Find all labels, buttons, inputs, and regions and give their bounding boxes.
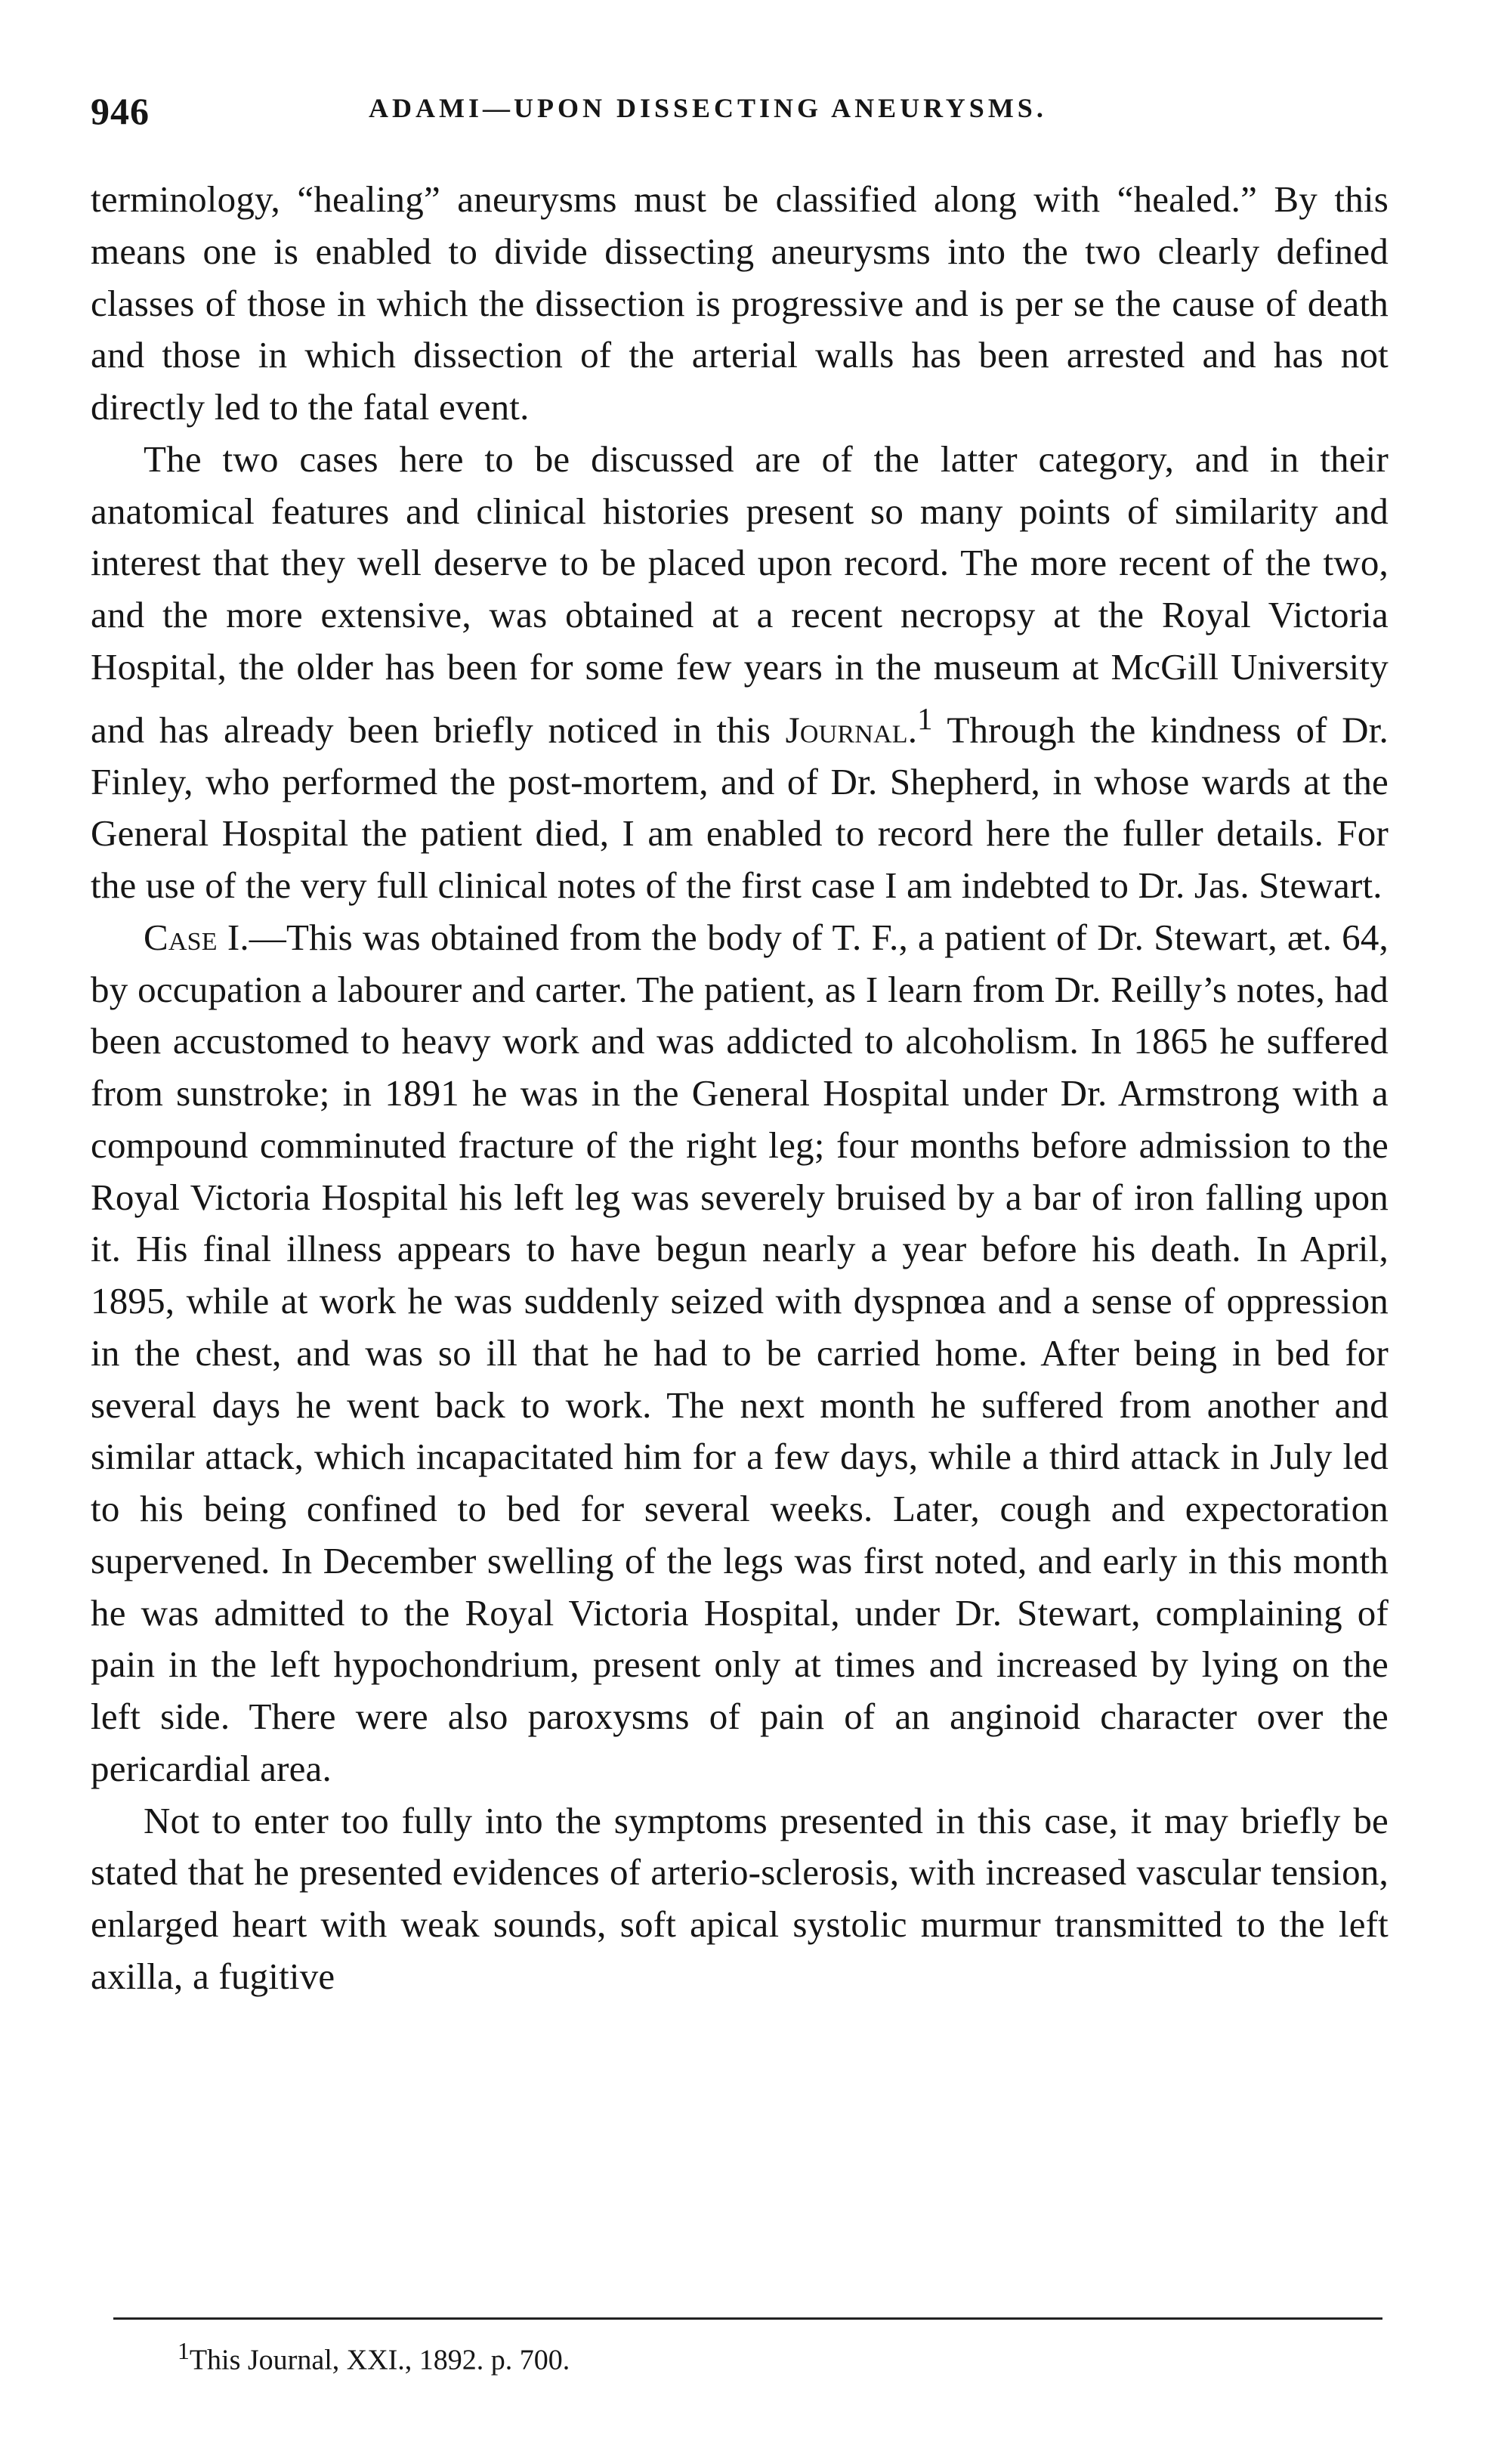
footnote-text: This Journal, XXI., 1892. p. 700. [189, 2344, 570, 2376]
body-text [91, 174, 1389, 2003]
paragraph-2-text-b: Through the kindness of Dr. Finley, who performed the post-mortem, and of Dr. Shepherd, in whose wards at the General Hospital the patient died, I am enabled to record here the fuller details. For the use of the very full clinical notes of the first case I am indebted to Dr. Jas. Stewart. [91, 708, 1389, 907]
paragraph-case-one [91, 912, 1389, 1795]
footnote-mark: 1 [178, 2338, 190, 2364]
footnote-reference: 1 [917, 701, 933, 736]
footnote [178, 2333, 570, 2379]
paragraph-4: Not to enter too fully into the symptoms presented in this case, it may briefly be stated that he presented evidences of arterio-sclerosis, with increased vascular tension, enlarged heart with weak sounds, soft apical systolic murmur transmitted to the left axilla, a fugitive [91, 1799, 1389, 1997]
page-number: 946 [91, 90, 150, 132]
paragraph-2 [91, 434, 1389, 912]
paragraph-1: terminology, “healing” aneurysms must be classified along with “healed.” By this means one is enabled to divide dissecting aneurysms into the two clearly defined classes of those in which the dissection is progressive and is per se the cause of death and those in which dissection of the arterial walls has been arrested and has not directly led to the fatal event. [91, 178, 1389, 428]
journal-name: Journal. [785, 708, 918, 750]
case-one-text: —This was obtained from the body of T. F., a patient of Dr. Stewart, æt. 64, by occupation a labourer and carter. The patient, as I learn from Dr. Reilly’s notes, had been accustomed to heavy work and was addicted to alcoholism. In 1865 he suffered from sunstroke; in 1891 he was in the General Hospital under Dr. Armstrong with a compound comminuted fracture of the right leg; four months before admission to the Royal Victoria Hospital his left leg was severely bruised by a bar of iron falling upon it. His final illness appears to have begun nearly a year before his death. In April, 1895, while at work he was suddenly seized with dyspnœa and a sense of oppression in the chest, and was so ill that he had to be carried home. After being in bed for several days he went back to work. The next month he suffered from another and similar attack, which incapacitated him for a few days, while a third attack in July led to his being confined to bed for several weeks. Later, cough and expectoration supervened. In December swelling of the legs was first noted, and early in this month he was admitted to the Royal Victoria Hospital, under Dr. Stewart, complaining of pain in the left hypochondrium, present only at times and increased by lying on the left side. There were also paroxysms of pain of an anginoid character over the pericardial area. [91, 916, 1389, 1789]
case-label: Case I. [144, 916, 249, 958]
paragraph-2-text-a: The two cases here to be discussed are of the latter category, and in their anatomical features and clinical histories present so many points of similarity and interest that they well deserve to be placed upon record. The more recent of the two, and the more extensive, was obtained at a recent necropsy at the Royal Victoria Hospital, the older has been for some few years in the museum at McGill University and has already been briefly noticed in this [91, 437, 1389, 750]
footnote-divider [113, 2317, 1382, 2320]
running-head [91, 89, 1375, 142]
running-title: ADAMI—UPON DISSECTING ANEURYSMS. [369, 93, 1047, 123]
